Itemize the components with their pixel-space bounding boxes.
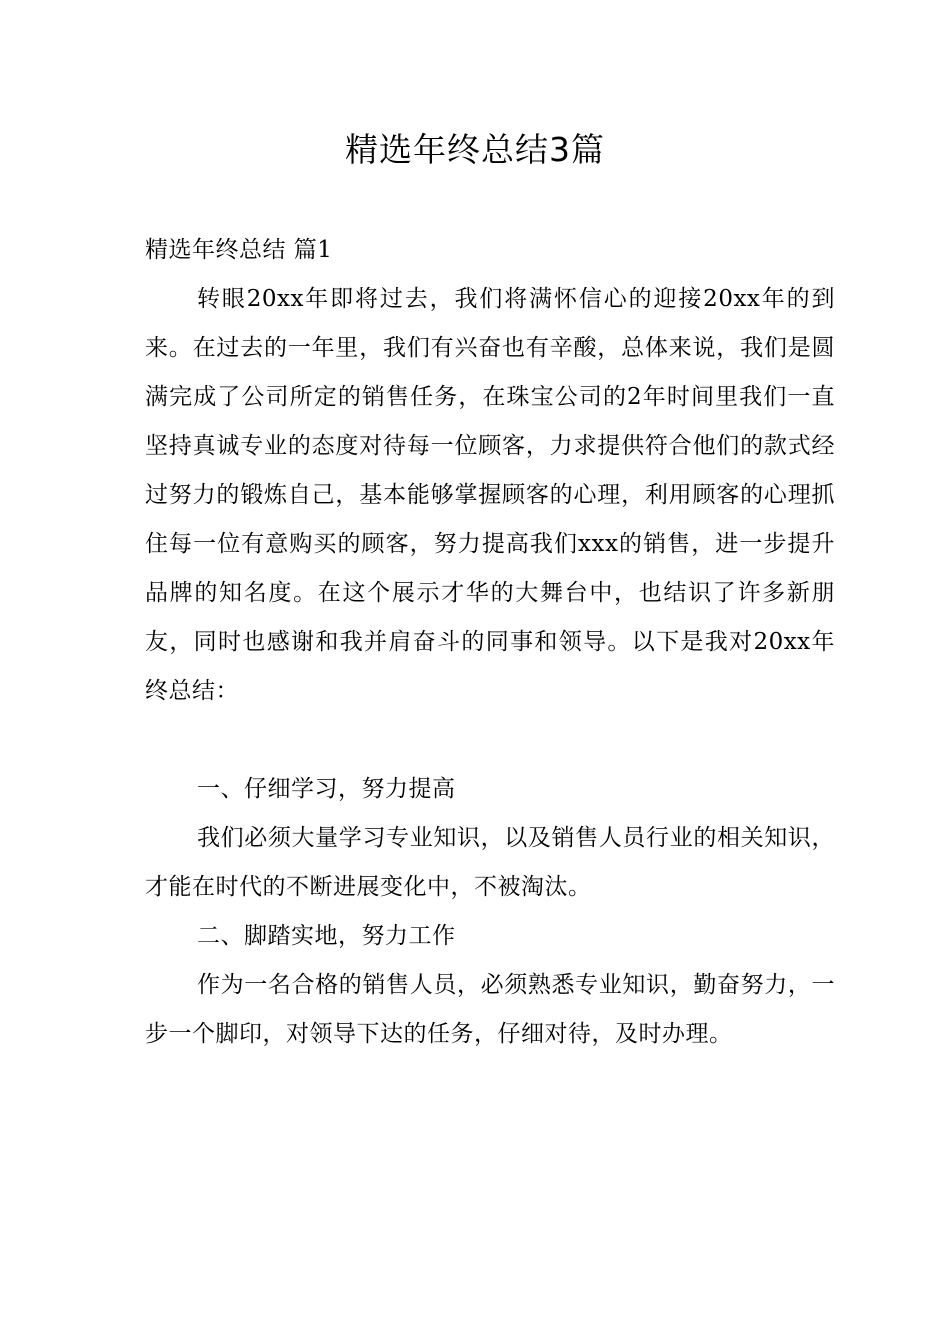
point-body-2: 作为一名合格的销售人员，必须熟悉专业知识，勤奋努力，一步一个脚印，对领导下达的任务，仔细对待，及时办理。: [145, 972, 835, 1047]
paragraph-spacer: [145, 716, 835, 765]
document-title: 精选年终总结3篇: [345, 130, 605, 169]
intro-paragraph: 转眼20xx年即将过去，我们将满怀信心的迎接20xx年的到来。在过去的一年里，我们有兴奋也有辛酸，总体来说，我们是圆满完成了公司所定的销售任务，在珠宝公司的2年时间里我们一直坚持真诚专业的态度对待每一位顾客，力求提供符合他们的款式经过努力的锻炼自己，基本能够掌握顾客的心理，利用顾客的心理抓住每一位有意购买的顾客，努力提高我们xxx的销售，进一步提升品牌的知名度。在这个展示才华的大舞台中，也结识了许多新朋友，同时也感谢和我并肩奋斗的同事和领导。以下是我对20xx年终总结：: [145, 286, 835, 704]
section-heading: 精选年终总结 篇1: [145, 237, 333, 263]
point-heading-2: 二、脚踏实地，努力工作: [197, 923, 456, 949]
document-body: [145, 226, 835, 1059]
point-heading-1: 一、仔细学习，努力提高: [197, 776, 456, 802]
point-body-1: 我们必须大量学习专业知识，以及销售人员行业的相关知识，才能在时代的不断进展变化中，不被淘汰。: [145, 825, 835, 900]
